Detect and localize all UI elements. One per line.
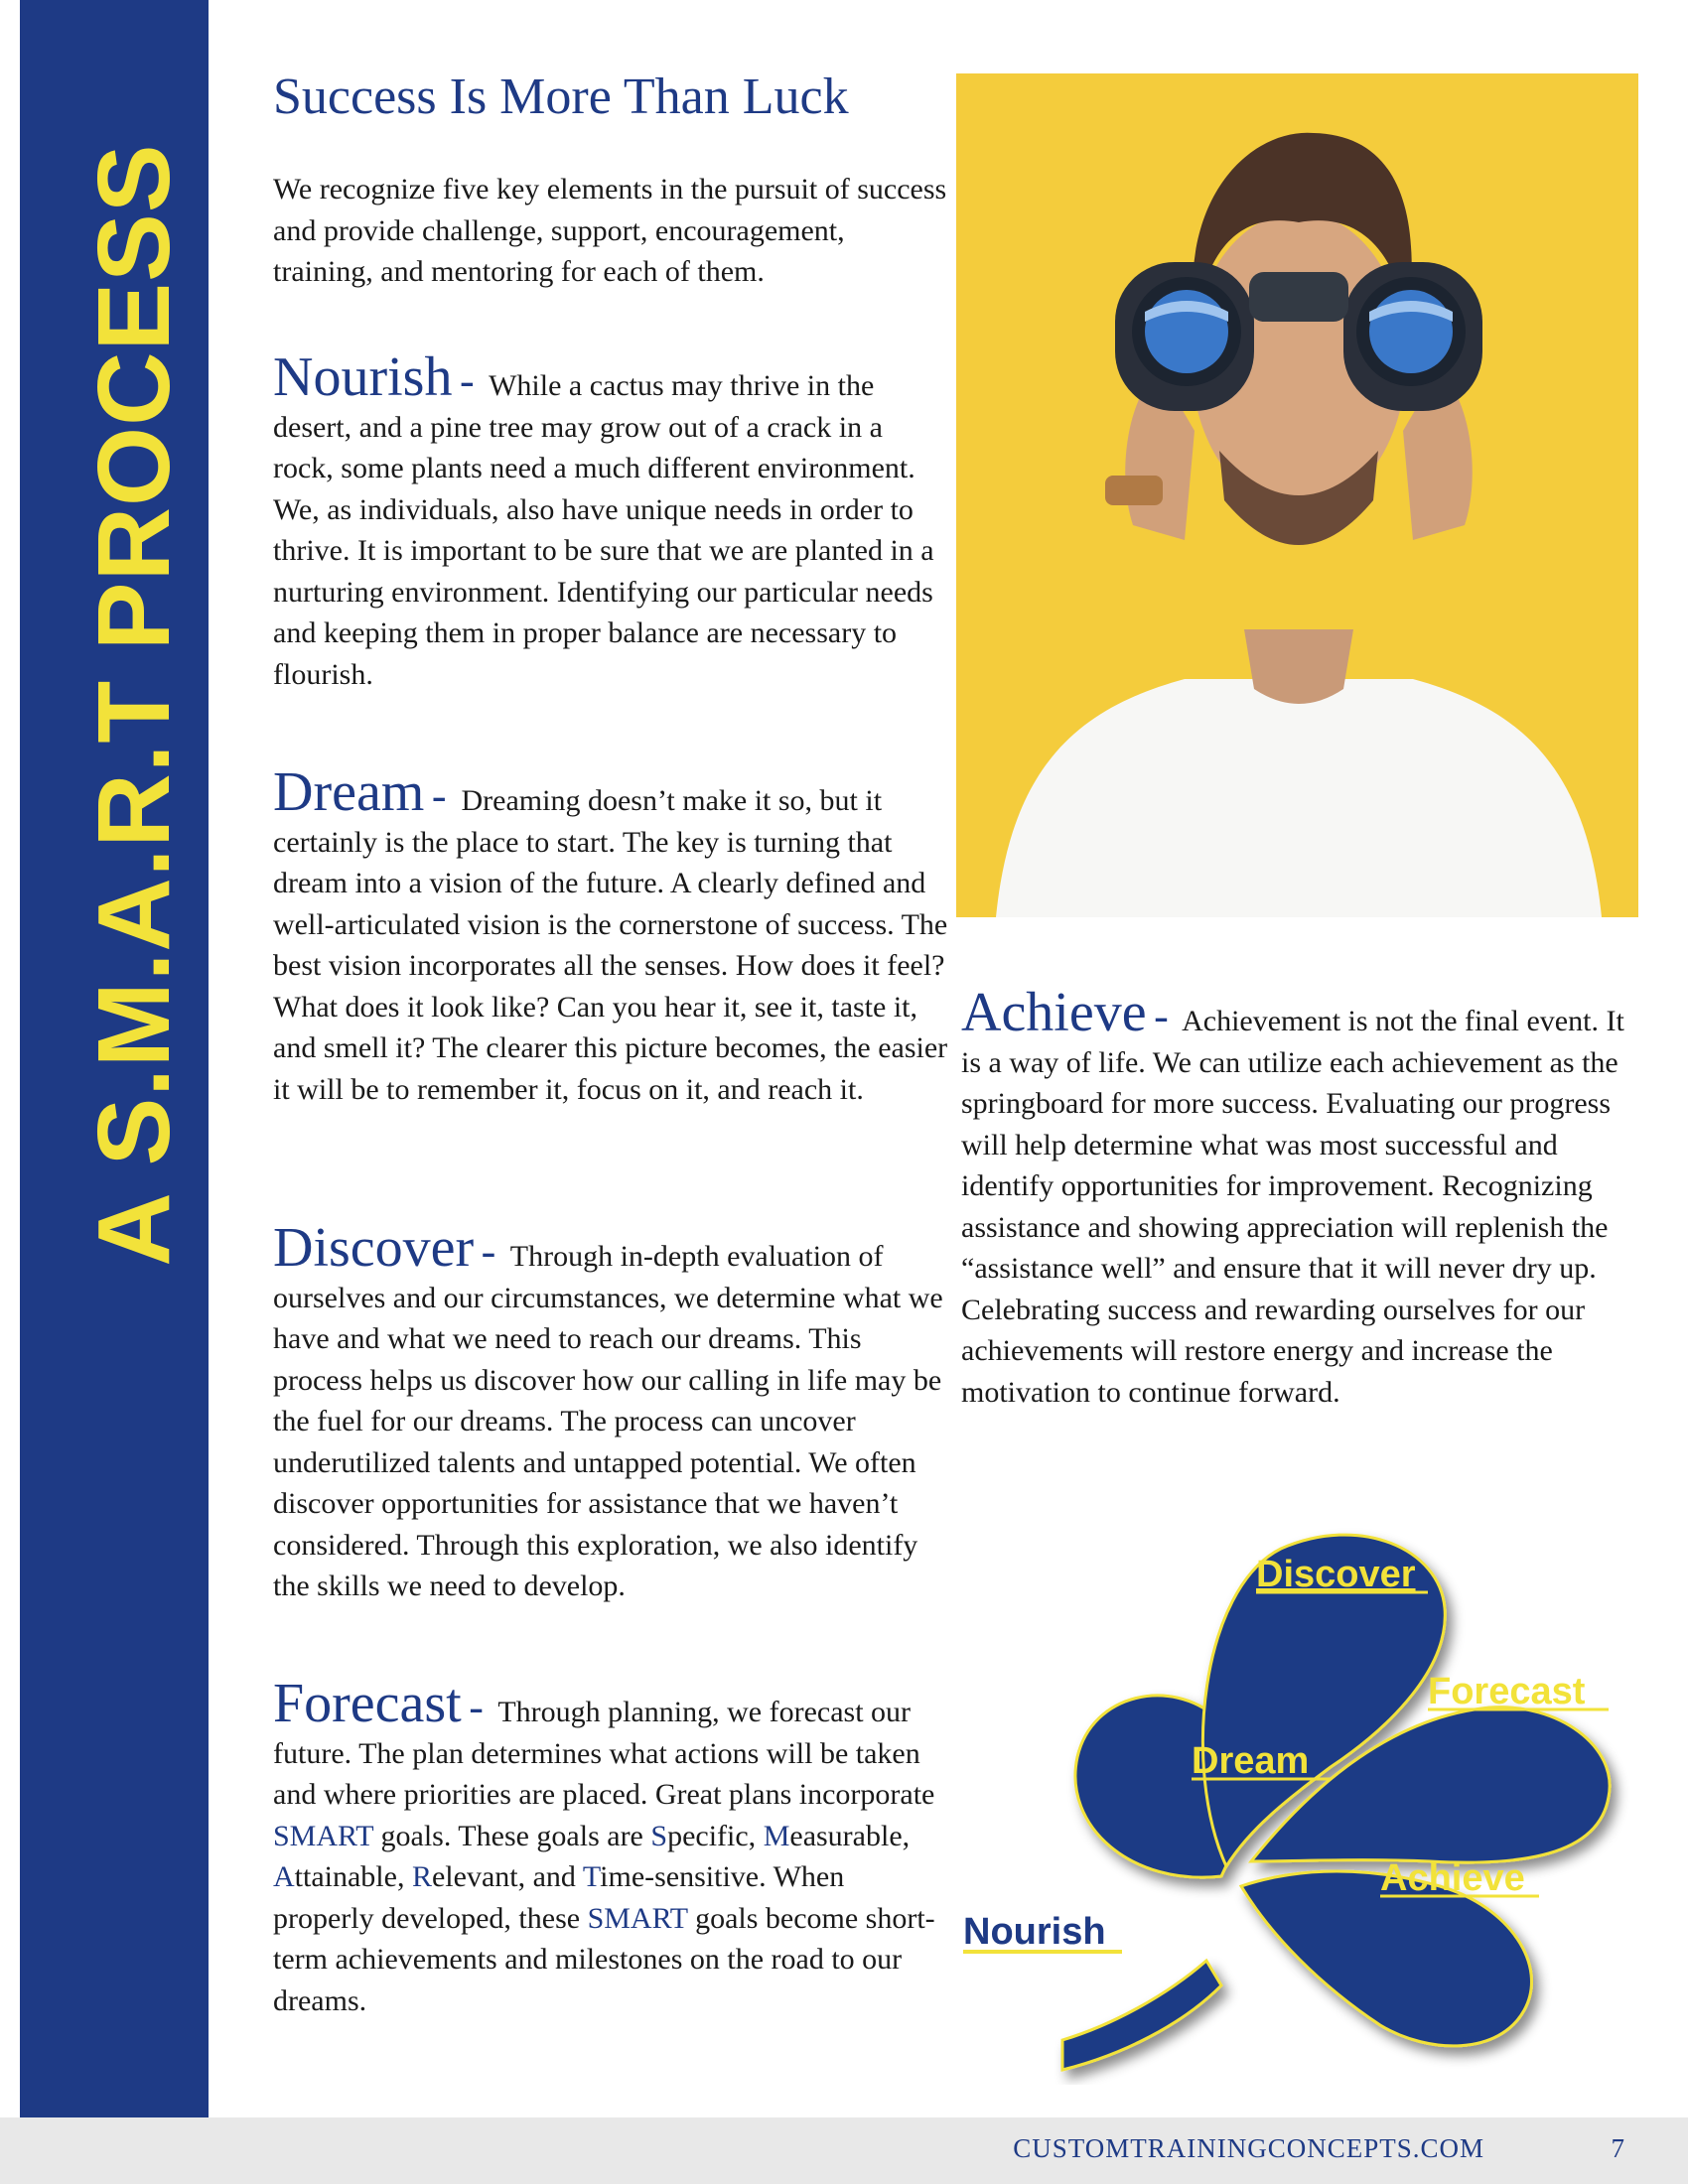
clover-label-forecast: Forecast [1428, 1671, 1586, 1712]
intro-text: We recognize five key elements in the pursuit of success and provide challenge, support, encouragement, training, and mentoring for each of them. [273, 173, 947, 288]
smart-word-rest: pecific, [667, 1819, 764, 1852]
heading-dash: - [431, 771, 447, 820]
section-text: While a cactus may thrive in the desert, and a pine tree may grow out of a crack in a rock, some plants need a much different environment. We, as individuals, also have unique needs in order to thrive. It is important to be sure that we are planted in a nurturing environment. Identifying our particular needs and keeping them in proper balance are necessary to flourish. [273, 369, 934, 691]
smart-letter-a: A [273, 1860, 295, 1893]
heading-dream: Dream [273, 761, 425, 823]
heading-dash: - [459, 356, 475, 405]
man-with-binoculars-illustration [956, 73, 1638, 917]
section-dream [273, 761, 948, 1110]
forecast-text-2: goals. These goals are [373, 1819, 651, 1852]
clover-label-discover: Discover [1256, 1554, 1416, 1595]
heading-dash: - [469, 1683, 484, 1731]
clover-label-nourish: Nourish [963, 1911, 1106, 1953]
heading-dash: - [1154, 992, 1169, 1040]
heading-dash: - [481, 1227, 496, 1276]
section-forecast [273, 1673, 948, 2021]
section-text: Dreaming doesn’t make it so, but it certainly is the place to start. The key is turning that dream into a vision of the future. A clearly defined and well-articulated vision is the cornerstone of success. The best vision incorporates all the senses. How does it feel? What does it look like? Can you hear it, see it, taste it, and smell it? The clearer this picture becomes, the easier it will be to remember it, focus on it, and reach it. [273, 784, 948, 1106]
footer-website: CUSTOMTRAININGCONCEPTS.COM [1013, 2133, 1484, 2163]
clover-label-dream: Dream [1192, 1740, 1310, 1782]
intro-paragraph [273, 169, 948, 293]
smart-letter-t: T [582, 1860, 601, 1893]
heading-nourish: Nourish [273, 346, 453, 408]
sidebar-band [20, 0, 209, 2117]
forecast-text-3: goals become short-term achievements and milestones on the road to our dreams. [273, 1901, 935, 2017]
smart-word-rest: ttainable, [294, 1860, 412, 1893]
page-title: Success Is More Than Luck [273, 68, 849, 125]
smart-word-rest: elevant, and [431, 1860, 583, 1893]
section-discover [273, 1217, 948, 1607]
smart-letter-m: M [763, 1819, 790, 1852]
clover-diagram [953, 1469, 1648, 2085]
sidebar-title: A S.M.A.R.T PROCESS [76, 143, 191, 1267]
section-text: Through in-depth evaluation of ourselves and our circumstances, we determine what we have and what we need to reach our dreams. This process helps us discover how our calling in life may be the fuel for our dreams. The process can uncover underutilized talents and untapped potential. We often discover opportunities for assistance that we haven’t considered. Through this exploration, we also identify the skills we need to develop. [273, 1240, 943, 1602]
heading-forecast: Forecast [273, 1673, 462, 1734]
section-nourish [273, 346, 948, 695]
footer-bar [0, 2117, 1688, 2184]
smart-word-rest: ime-sensitive. When properly developed, these [273, 1860, 845, 1935]
clover-label-achieve: Achieve [1380, 1857, 1525, 1899]
smart-term: SMART [587, 1901, 688, 1935]
page-number: 7 [1611, 2133, 1624, 2163]
clover-svg [953, 1469, 1648, 2085]
heading-discover: Discover [273, 1217, 475, 1279]
forecast-text-1: Through planning, we forecast our future. The plan determines what actions will be taken and where priorities are placed. Great plans incorporate [273, 1696, 935, 1811]
watch [1105, 476, 1163, 505]
smart-term: SMART [273, 1819, 374, 1852]
binoculars-photo [956, 73, 1638, 917]
section-text: Achievement is not the final event. It is a way of life. We can utilize each achievement as the springboard for more success. Evaluating our progress will help determine what was most successful and identify opportunities for improvement. Recognizing assistance and showing appreciation will replenish the “assistance well” and ensure that it will never dry up. Celebrating success and rewarding ourselves for our achievements will restore energy and increase the motivation to continue forward. [961, 1005, 1624, 1409]
smart-word-rest: easurable, [789, 1819, 911, 1852]
smart-letter-s: S [650, 1819, 668, 1852]
smart-letter-r: R [411, 1860, 432, 1893]
section-achieve [961, 982, 1641, 1413]
heading-achieve: Achieve [961, 982, 1147, 1043]
